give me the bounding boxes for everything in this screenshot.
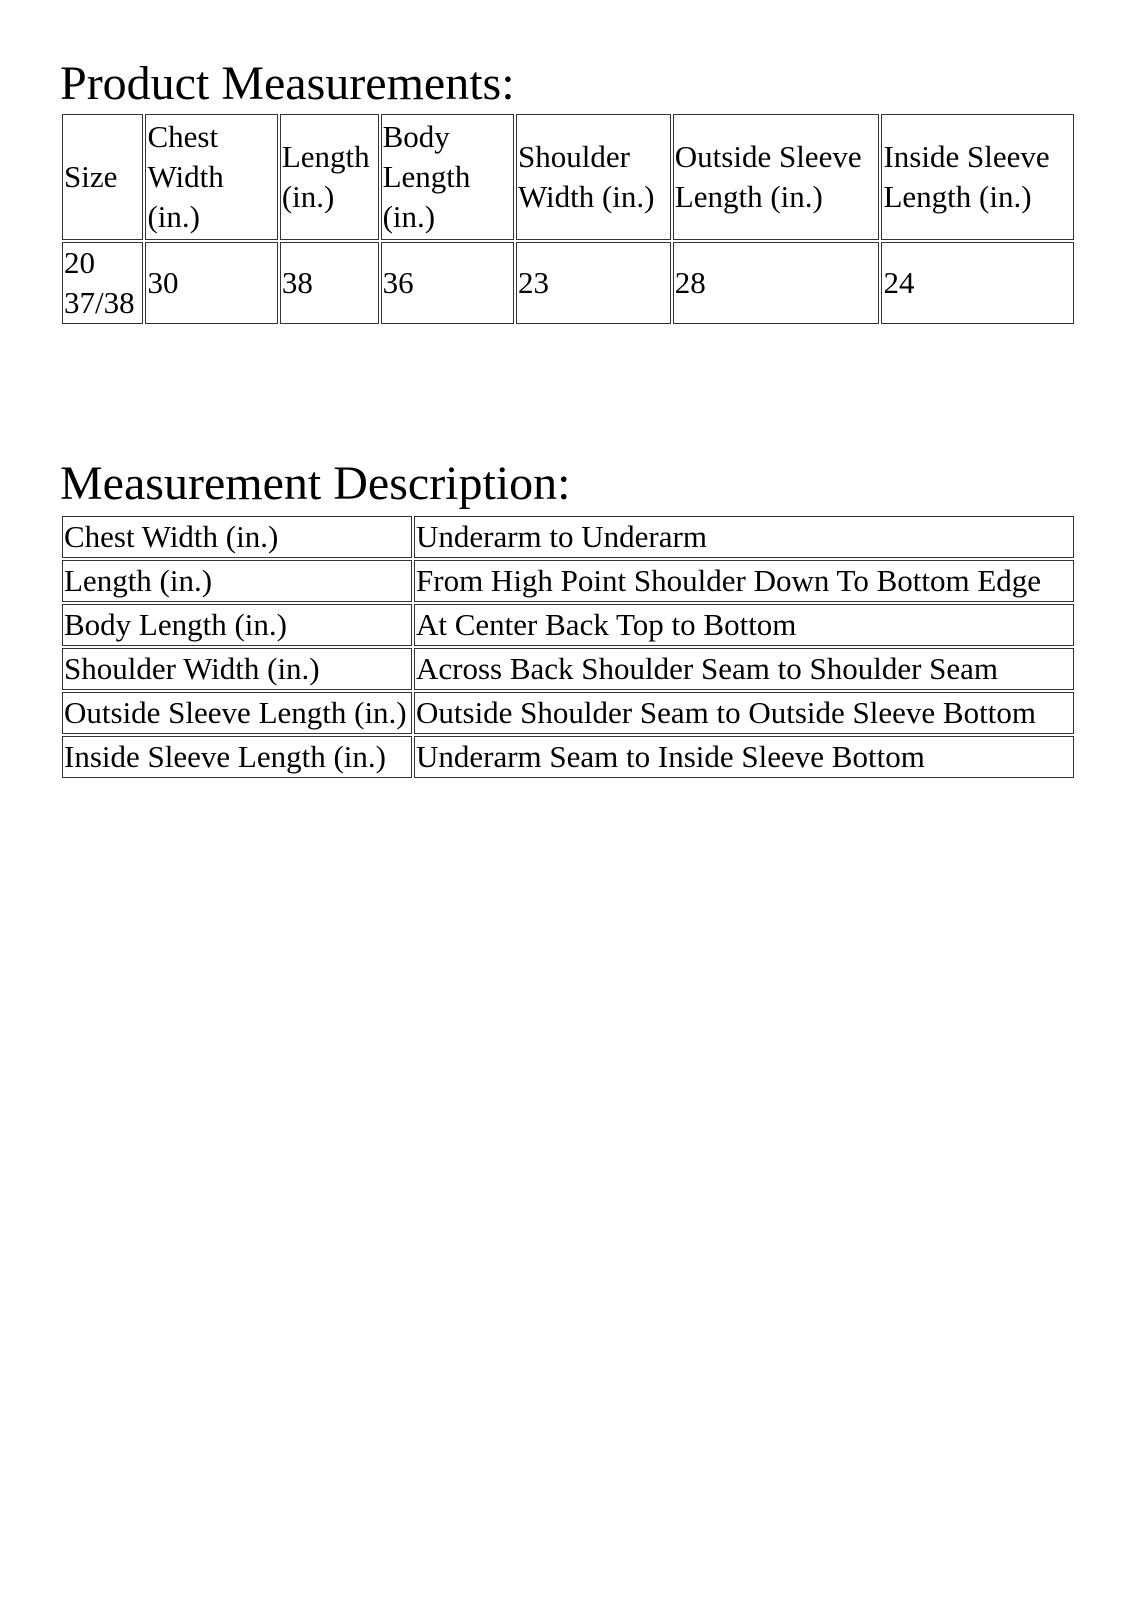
cell-size: 20 37/38 (62, 242, 143, 324)
measurement-name: Chest Width (in.) (62, 516, 412, 558)
measurement-description: From High Point Shoulder Down To Bottom Edge (414, 560, 1074, 602)
table-row (62, 648, 1074, 690)
header-outside-sleeve-length: Outside Sleeve Length (in.) (673, 114, 880, 240)
measurement-description: Outside Shoulder Seam to Outside Sleeve Bottom (414, 692, 1074, 734)
header-chest-width: Chest Width (in.) (145, 114, 277, 240)
measurement-name: Outside Sleeve Length (in.) (62, 692, 412, 734)
table-row (62, 242, 1074, 324)
measurement-description: Underarm Seam to Inside Sleeve Bottom (414, 736, 1074, 778)
measurement-name: Body Length (in.) (62, 604, 412, 646)
measurement-name: Shoulder Width (in.) (62, 648, 412, 690)
description-title: Measurement Description: (60, 457, 571, 510)
cell-outside-sleeve-length: 28 (673, 242, 880, 324)
table-row (62, 692, 1074, 734)
cell-body-length: 36 (381, 242, 514, 324)
measurements-title: Product Measurements: (60, 57, 515, 110)
measurement-description: Underarm to Underarm (414, 516, 1074, 558)
table-row (62, 736, 1074, 778)
measurement-name: Inside Sleeve Length (in.) (62, 736, 412, 778)
cell-length: 38 (280, 242, 379, 324)
table-row (62, 604, 1074, 646)
cell-chest-width: 30 (145, 242, 277, 324)
table-row (62, 560, 1074, 602)
measurements-table (60, 112, 1076, 326)
header-body-length: Body Length (in.) (381, 114, 514, 240)
cell-shoulder-width: 23 (516, 242, 671, 324)
cell-inside-sleeve-length: 24 (881, 242, 1074, 324)
measurement-description: Across Back Shoulder Seam to Shoulder Seam (414, 648, 1074, 690)
header-length: Length (in.) (280, 114, 379, 240)
measurement-name: Length (in.) (62, 560, 412, 602)
header-inside-sleeve-length: Inside Sleeve Length (in.) (881, 114, 1074, 240)
header-shoulder-width: Shoulder Width (in.) (516, 114, 671, 240)
table-row (62, 516, 1074, 558)
header-size: Size (62, 114, 143, 240)
description-table (60, 514, 1076, 780)
measurements-header-row (62, 114, 1074, 240)
measurement-description: At Center Back Top to Bottom (414, 604, 1074, 646)
